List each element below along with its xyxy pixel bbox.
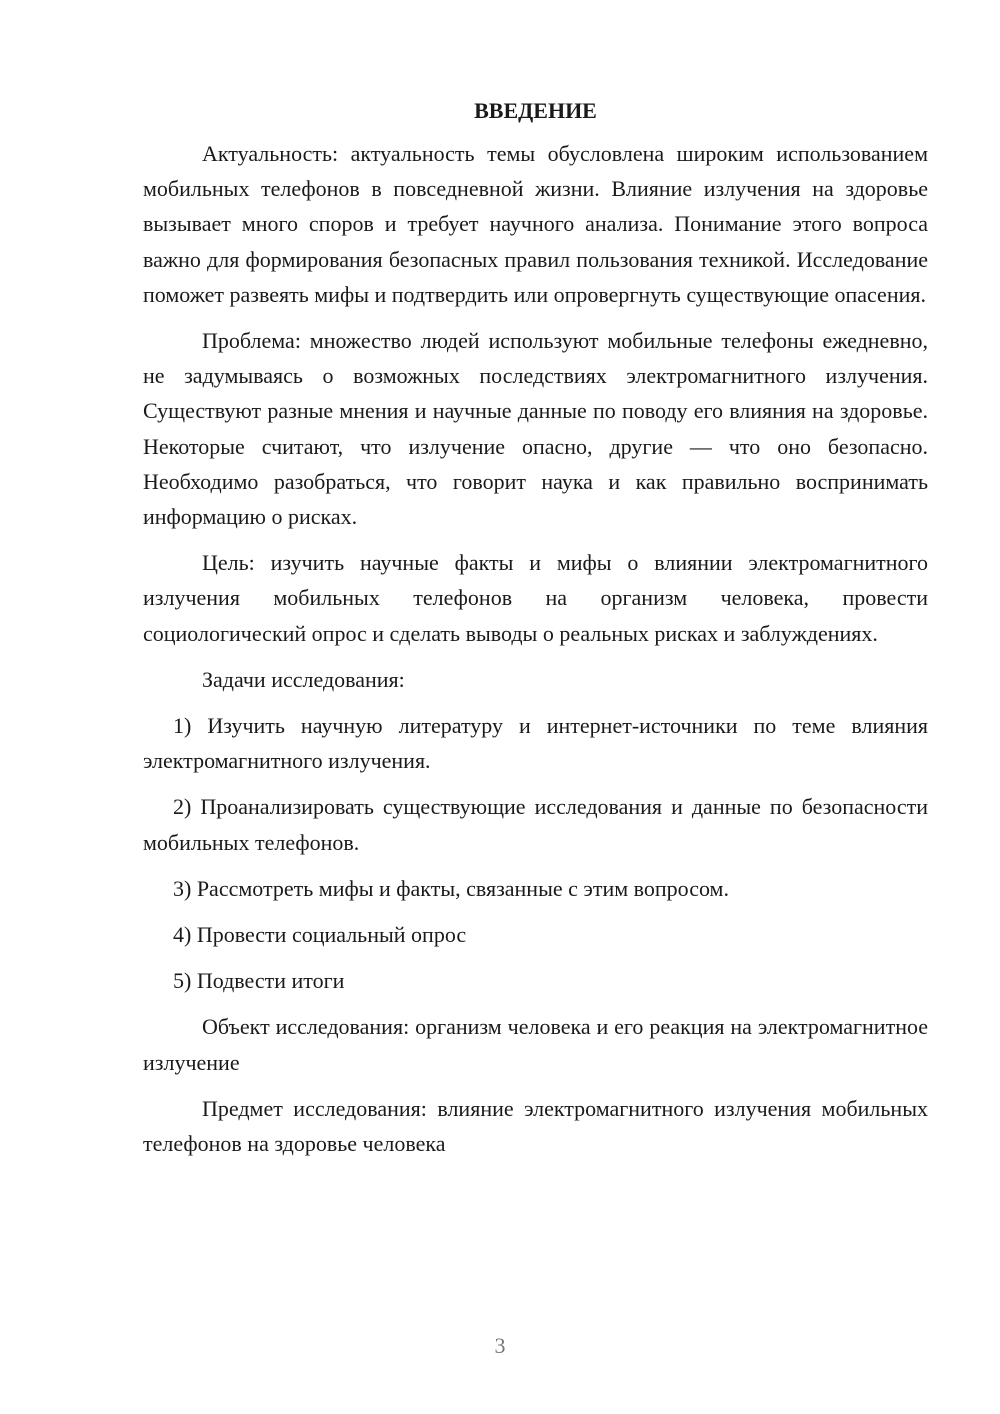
- goal-paragraph: Цель: изучить научные факты и мифы о влиянии электромагнитного излучения мобильных телефонов на организм человека, провести социологический опрос и сделать выводы о реальных рисках и заблуждениях.: [143, 550, 928, 646]
- task-item: 5) Подвести итоги: [173, 968, 345, 994]
- task-item: 4) Провести социальный опрос: [173, 922, 467, 948]
- subject-paragraph: Предмет исследования: влияние электромагнитного излучения мобильных телефонов на здоровье человека: [143, 1095, 928, 1157]
- problem-paragraph: Проблема: множество людей используют мобильные телефоны ежедневно, не задумываясь о возможных последствиях электромагнитного излучения. Существуют разные мнения и научные данные по поводу его влияния на здоровье. Некоторые считают, что излучение опасно, другие — что оно безопасно. Необходимо разобраться, что говорит наука и как правильно воспринимать информацию о рисках.: [143, 328, 928, 530]
- tasks-heading: Задачи исследования:: [202, 666, 405, 692]
- page-number: 3: [494, 1333, 506, 1358]
- page-content: [143, 93, 928, 1172]
- task-item: 3) Рассмотреть мифы и факты, связанные с этим вопросом.: [173, 875, 729, 901]
- page-title: ВВЕДЕНИЕ: [474, 98, 597, 123]
- task-item: 1) Изучить научную литературу и интернет-источники по теме влияния электромагнитного излучения.: [143, 713, 928, 774]
- task-item: 2) Проанализировать существующие исследования и данные по безопасности мобильных телефонов.: [143, 794, 928, 855]
- object-paragraph: Объект исследования: организм человека и его реакция на электромагнитное излучение: [143, 1014, 928, 1075]
- relevance-paragraph: Актуальность: актуальность темы обусловлена широким использованием мобильных телефонов в повседневной жизни. Влияние излучения на здоровье вызывает много споров и требует научного анализа. Понимание этого вопроса важно для формирования безопасных правил пользования техникой. Исследование поможет развеять мифы и подтвердить или опровергнуть существующие опасения.: [143, 141, 928, 307]
- tasks-list: [143, 708, 928, 998]
